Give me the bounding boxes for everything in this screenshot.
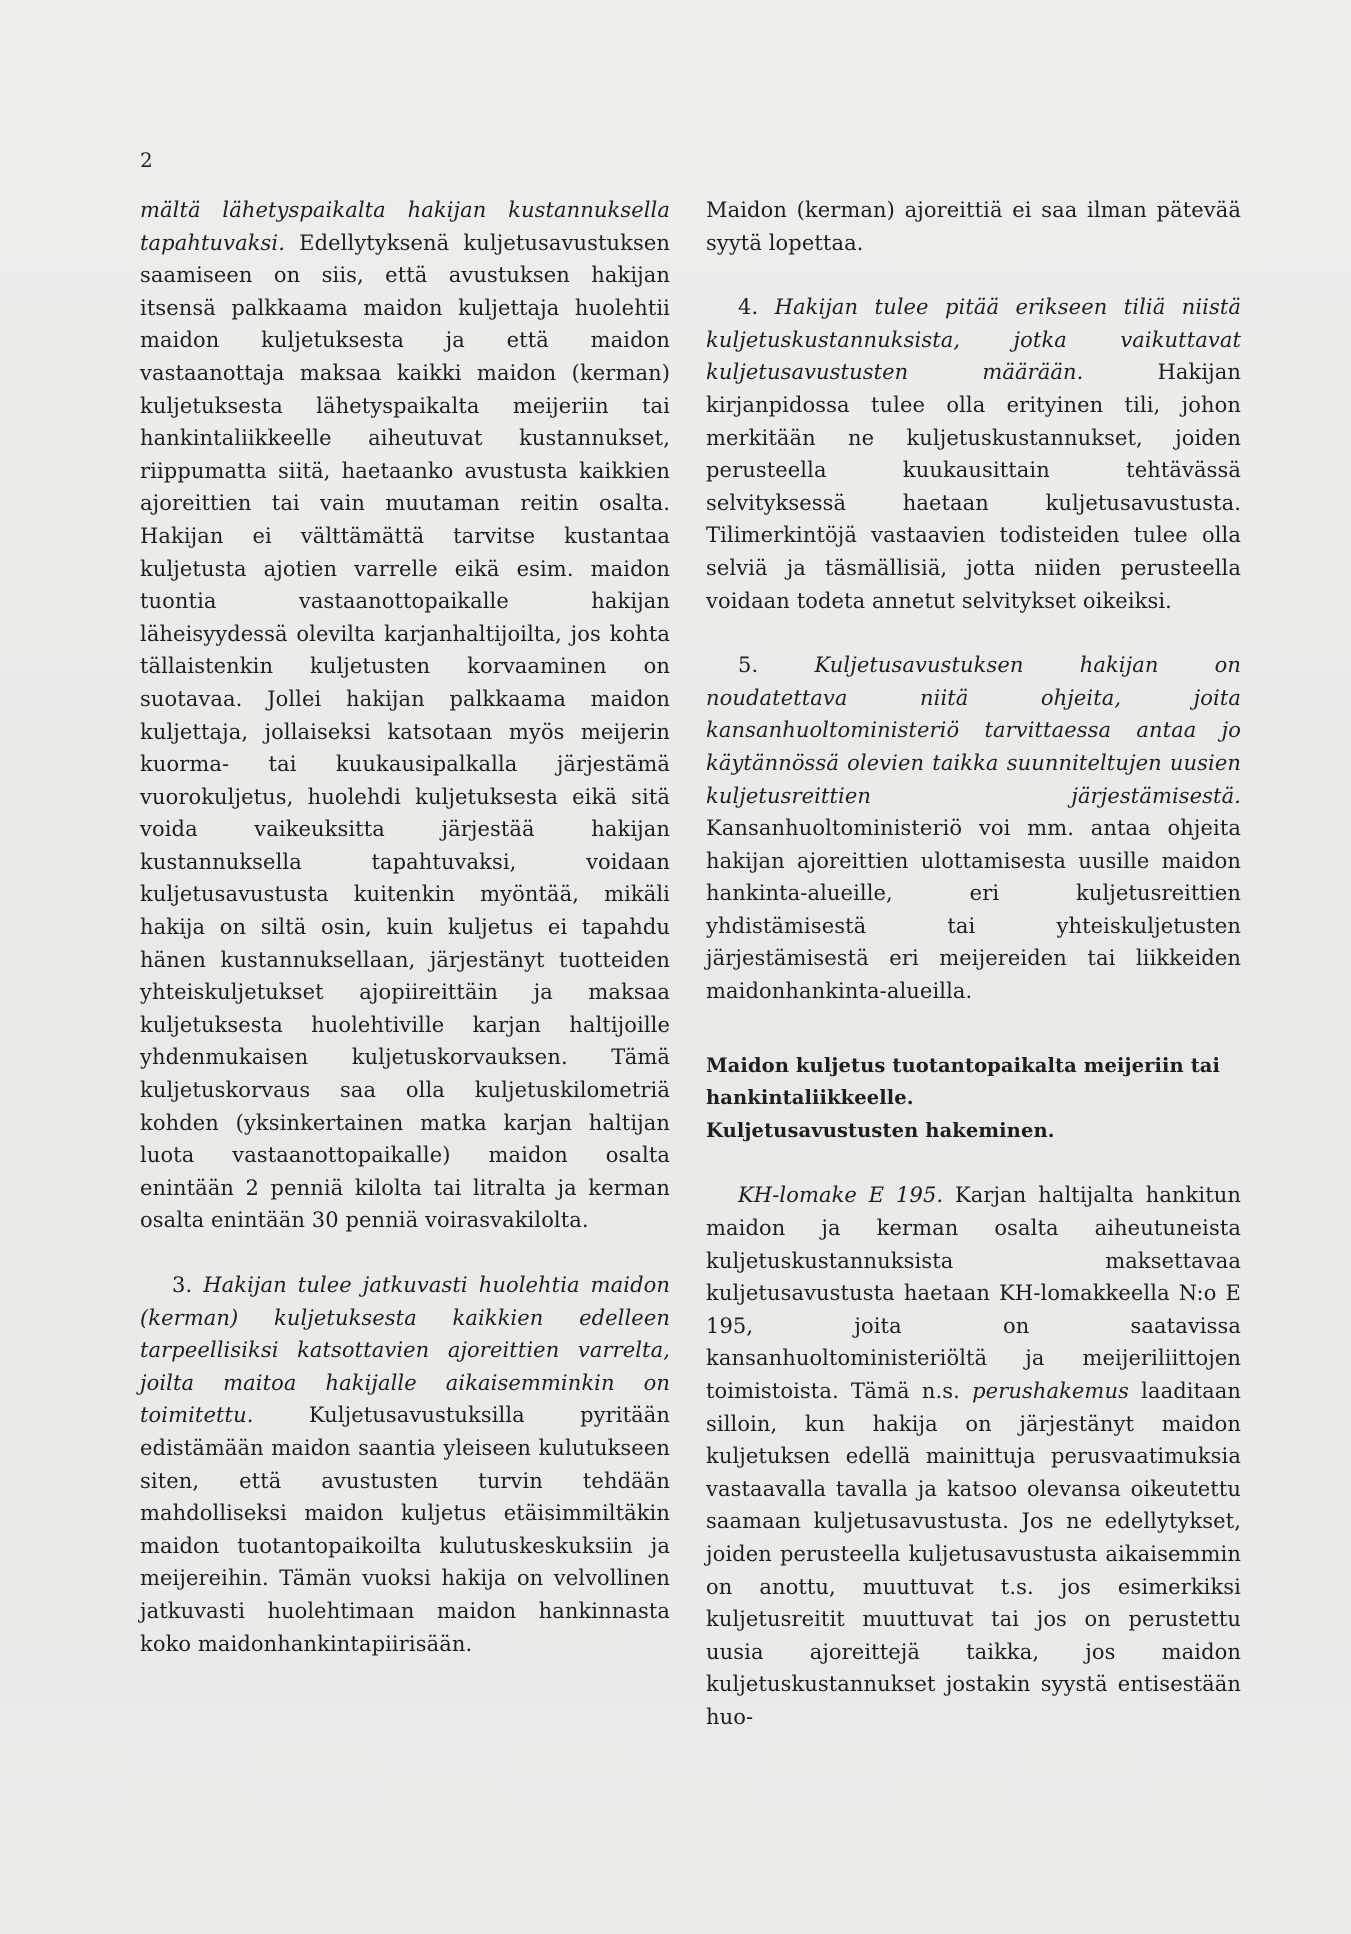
right-paragraph-2 — [706, 291, 1241, 617]
right-paragraph-3 — [706, 649, 1241, 1008]
left-paragraph-2 — [140, 1269, 670, 1660]
right-paragraph-3-text: Kansanhuoltoministeriö voi mm. antaa ohjeita hakijan ajoreittien ulottamisesta uusille maidon hankinta-alueille, eri kuljetusreittien yhdistämisestä tai yhteiskuljetusten järjestämisestä eri meijereiden tai liikkeiden maidonhankinta-alueilla. — [706, 816, 1241, 1004]
right-paragraph-3-italic: Kuljetusavustuksen hakijan on noudatettava niitä ohjeita, joita kansanhuoltoministeriö tarvittaessa antaa jo käytännössä olevien taikka suunniteltujen uusien kuljetusreittien järjestämisestä. — [706, 653, 1241, 808]
right-column — [706, 194, 1241, 1734]
right-paragraph-2-text: Hakijan kirjanpidossa tulee olla erityinen tili, johon merkitään ne kuljetuskustannukset, joiden perusteella kuukausittain tehtävässä selvityksessä haetaan kuljetusavustusta. Tilimerkintöjä vastaavien todisteiden tulee olla selviä ja täsmällisiä, jotta niiden perusteella voidaan todeta annetut selvitykset oikeiksi. — [706, 360, 1242, 613]
right-paragraph-4 — [706, 1179, 1241, 1733]
right-paragraph-4-text-1: Karjan haltijalta hankitun maidon ja kerman osalta aiheutuneista kuljetuskustannuksista maksettavaa kuljetusavustusta haetaan KH-lomakkeella N:o E 195, joita on saatavissa kansanhuoltoministeriöltä ja meijeriliittojen toimistoista. Tämä n.s. — [706, 1183, 1241, 1403]
right-paragraph-4-text-2: laaditaan silloin, kun hakija on järjestänyt maidon kuljetuksen edellä mainittuja perusvaatimuksia vastaavalla tavalla ja katsoo olevansa oikeutettu saamaan kuljetusavustusta. Jos ne edellytykset, joiden perusteella kuljetusavustusta aikaisemmin on anottu, muuttuvat t.s. jos esimerkiksi kuljetusreitit muuttuvat tai jos on perustettu uusia ajoreittejä taikka, jos maidon kuljetuskustannukset jostakin syystä entisestään huo- — [706, 1379, 1241, 1729]
section-heading-line-1: Maidon kuljetus tuotantopaikalta meijeriin tai hankintaliikkeelle. — [706, 1053, 1221, 1110]
section-heading-line-2: Kuljetusavustusten hakeminen. — [706, 1118, 1055, 1142]
right-paragraph-3-number: 5. — [738, 653, 759, 678]
left-paragraph-2-number: 3. — [172, 1273, 193, 1297]
right-paragraph-4-italic-2: perushakemus — [972, 1379, 1129, 1403]
left-paragraph-2-italic: Hakijan tulee jatkuvasti huolehtia maidon (kerman) kuljetuksesta kaikkien edelleen tarpeellisiksi katsottavien ajoreittien varrelta, joilta maitoa hakijalle aikaisemminkin on toimitettu. — [140, 1273, 670, 1428]
page-number: 2 — [140, 148, 153, 172]
right-paragraph-2-italic: Hakijan tulee pitää erikseen tiliä niistä kuljetuskustannuksista, jotka vaikuttavat kuljetusavustusten määrään. — [706, 295, 1241, 385]
right-paragraph-2-number: 4. — [738, 295, 759, 320]
left-paragraph-1-italic: mältä lähetyspaikalta hakijan kustannuksella tapahtuvaksi. — [140, 198, 670, 255]
right-paragraph-1: Maidon (kerman) ajoreittiä ei saa ilman pätevää syytä lopettaa. — [706, 198, 1241, 255]
section-heading — [706, 1050, 1241, 1148]
left-column — [140, 194, 670, 1660]
left-paragraph-1-text: Edellytyksenä kuljetusavustuksen saamiseen on siis, että avustuksen hakijan itsensä palkkaama maidon kuljettaja huolehtii maidon kuljetuksesta ja että maidon vastaanottaja maksaa kaikki maidon (kerman) kuljetuksesta lähetyspaikalta meijeriin tai hankintaliikkeelle aiheutuvat kustannukset, riippumatta siitä, haetaanko avustusta kaikkien ajoreittien tai vain muutaman reitin osalta. Hakijan ei välttämättä tarvitse kustantaa kuljetusta ajotien varrelle eikä esim. maidon tuontia vastaanottopaikalle hakijan läheisyydessä olevilta karjanhaltijoilta, jos kohta tällaistenkin kuljetusten korvaaminen on suotavaa. Jollei hakijan palkkaama maidon kuljettaja, jollaiseksi katsotaan myös meijerin kuorma- tai kuukausipalkalla järjestämä vuorokuljetus, huolehdi kuljetuksesta eikä sitä voida vaikeuksitta järjestää hakijan kustannuksella tapahtuvaksi, voidaan kuljetusavustusta kuitenkin myöntää, mikäli hakija on siltä osin, kuin kuljetus ei tapahdu hänen kustannuksellaan, järjestänyt tuotteiden yhteiskuljetukset ajopiireittäin ja maksaa kuljetuksesta huolehtiville karjan haltijoille yhdenmukaisen kuljetuskorvauksen. Tämä kuljetuskorvaus saa olla kuljetuskilometriä kohden (yksinkertainen matka karjan haltijan luota vastaanottopaikalle) maidon osalta enintään 2 penniä kilolta tai litralta ja kerman osalta enintään 30 penniä voirasvakilolta. — [140, 230, 670, 1233]
left-paragraph-2-text: Kuljetusavustuksilla pyritään edistämään maidon saantia yleiseen kulutukseen siten, että avustusten turvin tehdään mahdolliseksi maidon kuljetus etäisimmiltäkin maidon tuotantopaikoilta kulutuskeskuksiin ja meijereihin. Tämän vuoksi hakija on velvollinen jatkuvasti huolehtimaan maidon hankinnasta koko maidonhankintapiirisään. — [140, 1403, 670, 1656]
right-paragraph-4-italic: KH-lomake E 195. — [738, 1183, 944, 1208]
left-paragraph-1 — [140, 194, 670, 1237]
